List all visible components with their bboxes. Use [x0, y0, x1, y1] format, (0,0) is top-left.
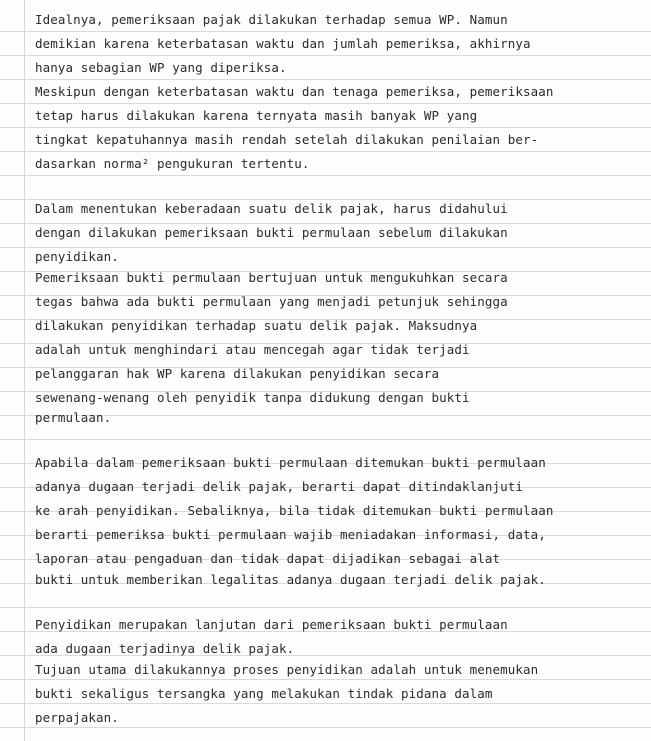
- text-line: Dalam menentukan keberadaan suatu delik pajak, harus didahului: [35, 201, 508, 216]
- text-line: dilakukan penyidikan terhadap suatu delik pajak. Maksudnya: [35, 318, 478, 333]
- text-line: Idealnya, pemeriksaan pajak dilakukan terhadap semua WP. Namun: [35, 12, 508, 27]
- ruled-line: [0, 79, 651, 80]
- ruled-line: [0, 151, 651, 152]
- text-line: dasarkan norma² pengukuran tertentu.: [35, 156, 310, 171]
- ruled-line: [0, 247, 651, 248]
- ruled-line: [0, 439, 651, 440]
- ruled-line: [0, 55, 651, 56]
- text-line: bukti sekaligus tersangka yang melakukan tindak pidana dalam: [35, 686, 493, 701]
- text-line: Pemeriksaan bukti permulaan bertujuan untuk mengukuhkan secara: [35, 270, 508, 285]
- ruled-line: [0, 175, 651, 176]
- text-line: Meskipun dengan keterbatasan waktu dan tenaga pemeriksa, pemeriksaan: [35, 84, 554, 99]
- ruled-line: [0, 607, 651, 608]
- text-line: berarti pemeriksa bukti permulaan wajib meniadakan informasi, data,: [35, 527, 546, 542]
- text-line: tetap harus dilakukan karena ternyata masih banyak WP yang: [35, 108, 478, 123]
- ruled-line: [0, 223, 651, 224]
- ruled-line: [0, 103, 651, 104]
- ruled-line: [0, 127, 651, 128]
- text-line: ada dugaan terjadinya delik pajak.: [35, 641, 295, 656]
- text-line: Tujuan utama dilakukannya proses penyidikan adalah untuk menemukan: [35, 662, 539, 677]
- text-line: hanya sebagian WP yang diperiksa.: [35, 60, 287, 75]
- text-line: pelanggaran hak WP karena dilakukan penyidikan secara: [35, 366, 440, 381]
- text-line: adanya dugaan terjadi delik pajak, berarti dapat ditindaklanjuti: [35, 479, 524, 494]
- text-line: Apabila dalam pemeriksaan bukti permulaan ditemukan bukti permulaan: [35, 455, 546, 470]
- text-line: tingkat kepatuhannya masih rendah setelah dilakukan penilaian ber-: [35, 132, 539, 147]
- text-line: penyidikan.: [35, 249, 119, 264]
- margin-line: [24, 0, 25, 741]
- text-line: tegas bahwa ada bukti permulaan yang menjadi petunjuk sehingga: [35, 294, 508, 309]
- text-line: ke arah penyidikan. Sebaliknya, bila tidak ditemukan bukti permulaan: [35, 503, 554, 518]
- text-line: permulaan.: [35, 410, 112, 425]
- ruled-line: [0, 727, 651, 728]
- text-line: adalah untuk menghindari atau mencegah agar tidak terjadi: [35, 342, 470, 357]
- text-line: perpajakan.: [35, 710, 119, 725]
- text-line: laporan atau pengaduan dan tidak dapat dijadikan sebagai alat: [35, 551, 501, 566]
- text-line: dengan dilakukan pemeriksaan bukti permulaan sebelum dilakukan: [35, 225, 508, 240]
- text-line: bukti untuk memberikan legalitas adanya dugaan terjadi delik pajak.: [35, 572, 546, 587]
- ruled-line: [0, 31, 651, 32]
- text-line: sewenang-wenang oleh penyidik tanpa didukung dengan bukti: [35, 390, 470, 405]
- text-line: demikian karena keterbatasan waktu dan jumlah pemeriksa, akhirnya: [35, 36, 531, 51]
- ruled-line: [0, 679, 651, 680]
- ruled-line: [0, 703, 651, 704]
- text-line: Penyidikan merupakan lanjutan dari pemeriksaan bukti permulaan: [35, 617, 508, 632]
- ruled-line: [0, 199, 651, 200]
